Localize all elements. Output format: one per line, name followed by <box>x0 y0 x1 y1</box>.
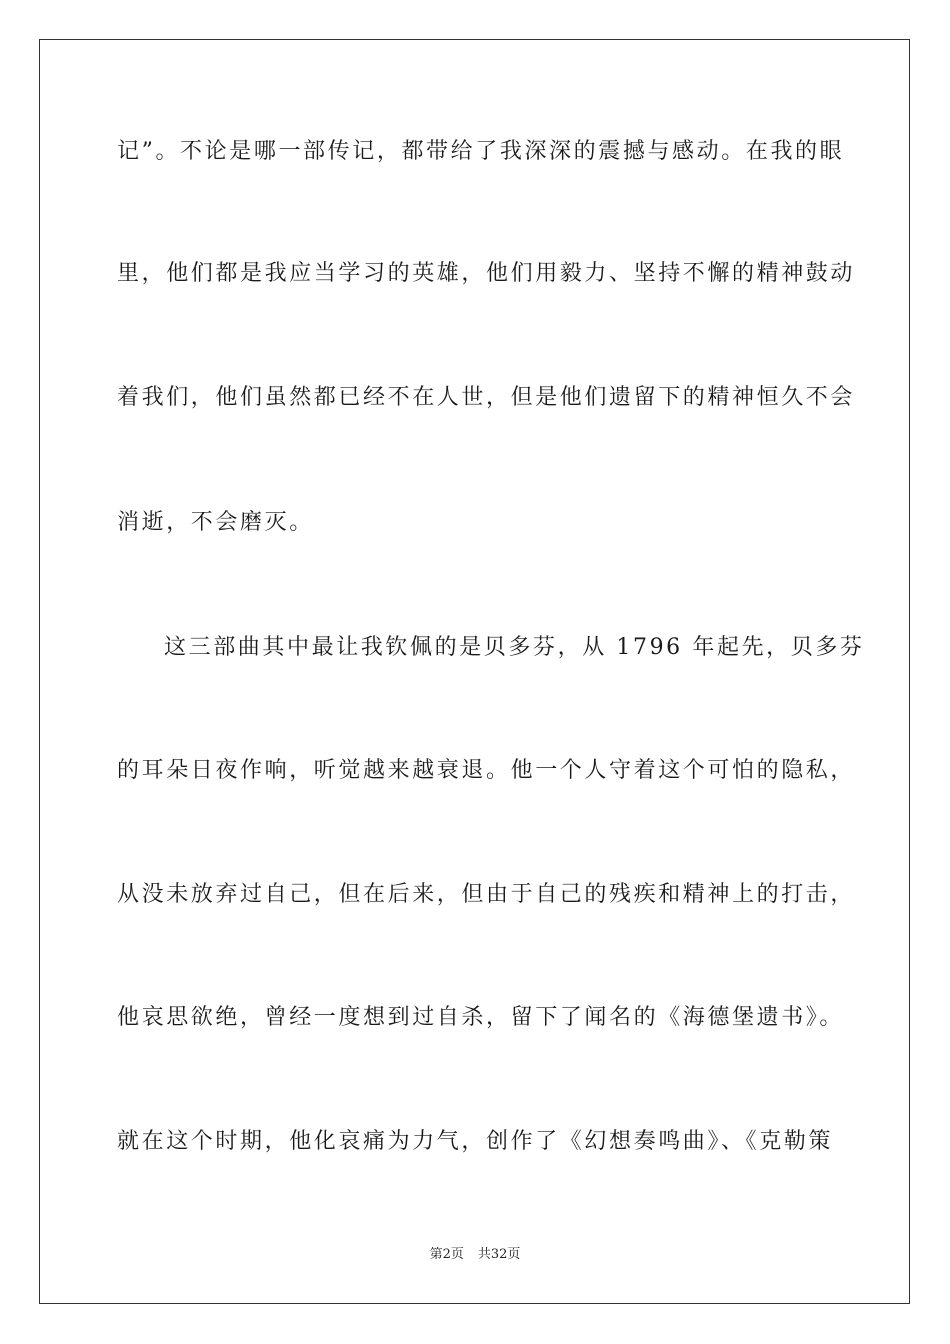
text-line-8: 他哀思欲绝，曾经一度想到过自杀，留下了闻名的《海德堡遗书》。 <box>117 1005 845 1030</box>
page-border <box>39 39 910 1304</box>
text-line-6: 的耳朵日夜作响，听觉越来越衰退。他一个人守着这个可怕的隐私， <box>117 758 856 783</box>
text-line-1: 记”。不论是哪一部传记，都带给了我深深的震撼与感动。在我的眼 <box>117 139 845 164</box>
text-line-5: 这三部曲其中最让我钦佩的是贝多芬，从 1796 年起先，贝多芬 <box>164 635 865 660</box>
text-line-2: 里，他们都是我应当学习的英雄，他们用毅力、坚持不懈的精神鼓动 <box>117 261 856 286</box>
page-number: 第2页 <box>429 1247 464 1262</box>
text-line-7: 从没未放弃过自己，但在后来，但由于自己的残疾和精神上的打击， <box>117 882 856 907</box>
text-line-4: 消逝，不会磨灭。 <box>117 510 314 535</box>
page-footer <box>0 1246 950 1264</box>
text-line-9: 就在这个时期，他化哀痛为力气，创作了《幻想奏鸣曲》、《克勒策 <box>117 1129 834 1154</box>
page-total: 共32页 <box>477 1247 521 1262</box>
text-line-3: 着我们，他们虽然都已经不在人世，但是他们遗留下的精神恒久不会 <box>117 385 856 410</box>
